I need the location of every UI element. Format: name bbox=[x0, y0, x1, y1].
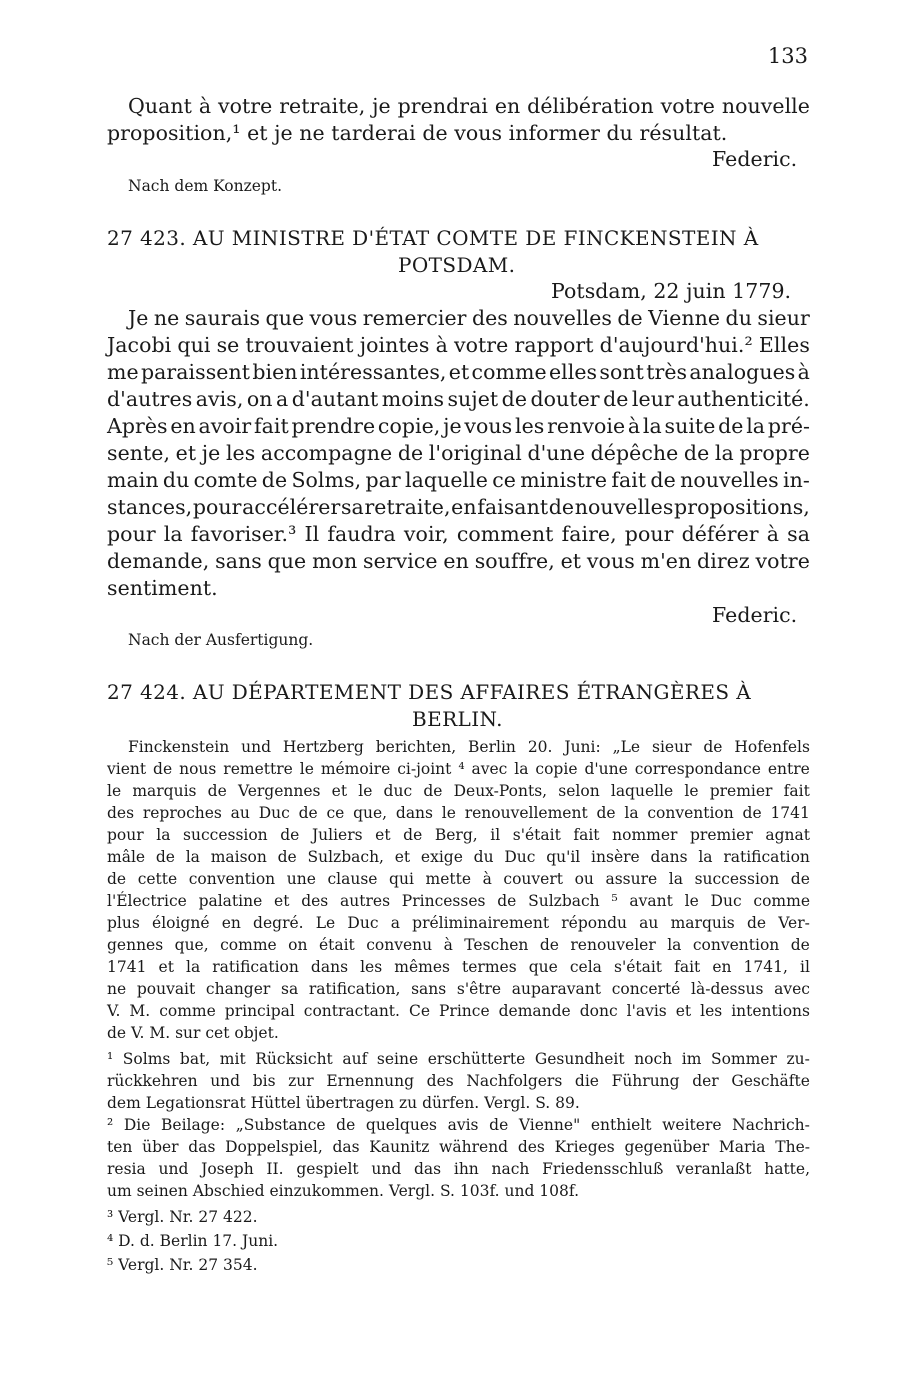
footnote-line: ⁴ D. d. Berlin 17. Juni. bbox=[107, 1232, 279, 1250]
page-number: 133 bbox=[767, 44, 808, 68]
letter-heading: 27 424. AU DÉPARTEMENT DES AFFAIRES ÉTRANGÈRES À bbox=[107, 680, 752, 704]
report-line: pour la succession de Juliers et de Berg, il s'était fait nommer premier agnat bbox=[107, 826, 810, 844]
body-line: pour la favoriser.³ Il faudra voir, comment faire, pour déférer à sa bbox=[107, 522, 810, 546]
body-line: Quant à votre retraite, je prendrai en délibération votre nouvelle bbox=[128, 94, 810, 118]
report-line: des reproches au Duc de ce que, dans le renouvellement de la convention de 1741 bbox=[107, 804, 810, 822]
footnote-line: ³ Vergl. Nr. 27 422. bbox=[107, 1208, 258, 1226]
report-line: mâle de la maison de Sulzbach, et exige du Duc qu'il insère dans la ratification bbox=[107, 848, 810, 866]
report-line: de V. M. sur cet objet. bbox=[107, 1024, 279, 1042]
report-line: le marquis de Vergennes et le duc de Deux-Ponts, selon laquelle le premier fait bbox=[107, 782, 810, 800]
report-line: de cette convention une clause qui mette à couvert ou assure la succession de bbox=[107, 870, 810, 888]
report-line: plus éloigné en degré. Le Duc a préliminairement répondu au marquis de Ver- bbox=[107, 914, 810, 932]
letter-heading: BERLIN. bbox=[412, 707, 503, 731]
report-line: ne pouvait changer sa ratification, sans s'être auparavant concerté là-dessus avec bbox=[107, 980, 810, 998]
body-line: Je ne saurais que vous remercier des nouvelles de Vienne du sieur bbox=[128, 306, 810, 330]
body-line: sentiment. bbox=[107, 576, 218, 600]
report-line: Finckenstein und Hertzberg berichten, Berlin 20. Juni: „Le sieur de Hofenfels bbox=[128, 738, 810, 756]
footnote-line: ten über das Doppelspiel, das Kaunitz während des Krieges gegenüber Maria The- bbox=[107, 1138, 810, 1156]
body-line: me paraissent bien intéressantes, et comme elles sont très analogues à bbox=[107, 360, 810, 384]
footnote-line: dem Legationsrat Hüttel übertragen zu dürfen. Vergl. S. 89. bbox=[107, 1094, 580, 1112]
source-note: Nach der Ausfertigung. bbox=[128, 631, 314, 649]
report-line: l'Électrice palatine et des autres Princesses de Sulzbach ⁵ avant le Duc comme bbox=[107, 892, 810, 910]
footnote-line: ² Die Beilage: „Substance de quelques avis de Vienne" enthielt weitere Nachrich- bbox=[107, 1116, 810, 1134]
signature: Federic. bbox=[712, 147, 798, 171]
body-line: Après en avoir fait prendre copie, je vous les renvoie à la suite de la pré- bbox=[107, 414, 810, 438]
letter-heading: 27 423. AU MINISTRE D'ÉTAT COMTE DE FINCKENSTEIN À bbox=[107, 226, 759, 250]
report-line: 1741 et la ratification dans les mêmes termes que cela s'était fait en 1741, il bbox=[107, 958, 810, 976]
footnote-line: ⁵ Vergl. Nr. 27 354. bbox=[107, 1256, 258, 1274]
body-line: proposition,¹ et je ne tarderai de vous informer du résultat. bbox=[107, 121, 728, 145]
footnote-line: um seinen Abschied einzukommen. Vergl. S. 103f. und 108f. bbox=[107, 1182, 580, 1200]
body-line: sente, et je les accompagne de l'original d'une dépêche de la propre bbox=[107, 441, 810, 465]
body-line: main du comte de Solms, par laquelle ce ministre fait de nouvelles in- bbox=[107, 468, 810, 492]
report-line: gennes que, comme on était convenu à Teschen de renouveler la convention de bbox=[107, 936, 810, 954]
letter-heading: POTSDAM. bbox=[398, 253, 516, 277]
source-note: Nach dem Konzept. bbox=[128, 177, 283, 195]
footnote-line: ¹ Solms bat, mit Rücksicht auf seine erschütterte Gesundheit noch im Sommer zu- bbox=[107, 1050, 810, 1068]
body-line: Jacobi qui se trouvaient jointes à votre rapport d'aujourd'hui.² Elles bbox=[107, 333, 810, 357]
footnote-line: rückkehren und bis zur Ernennung des Nachfolgers die Führung der Geschäfte bbox=[107, 1072, 810, 1090]
body-line: demande, sans que mon service en souffre, et vous m'en direz votre bbox=[107, 549, 810, 573]
dateline: Potsdam, 22 juin 1779. bbox=[551, 279, 792, 303]
body-line: d'autres avis, on a d'autant moins sujet de douter de leur authenticité. bbox=[107, 387, 810, 411]
footnote-line: resia und Joseph II. gespielt und das ihn nach Friedensschluß veranlaßt hatte, bbox=[107, 1160, 810, 1178]
report-line: V. M. comme principal contractant. Ce Prince demande donc l'avis et les intentions bbox=[107, 1002, 810, 1020]
signature: Federic. bbox=[712, 603, 798, 627]
body-line: stances, pour accélérer sa retraite, en faisant de nouvelles propositions, bbox=[107, 495, 810, 519]
report-line: vient de nous remettre le mémoire ci-joint ⁴ avec la copie d'une correspondance entre bbox=[107, 760, 810, 778]
